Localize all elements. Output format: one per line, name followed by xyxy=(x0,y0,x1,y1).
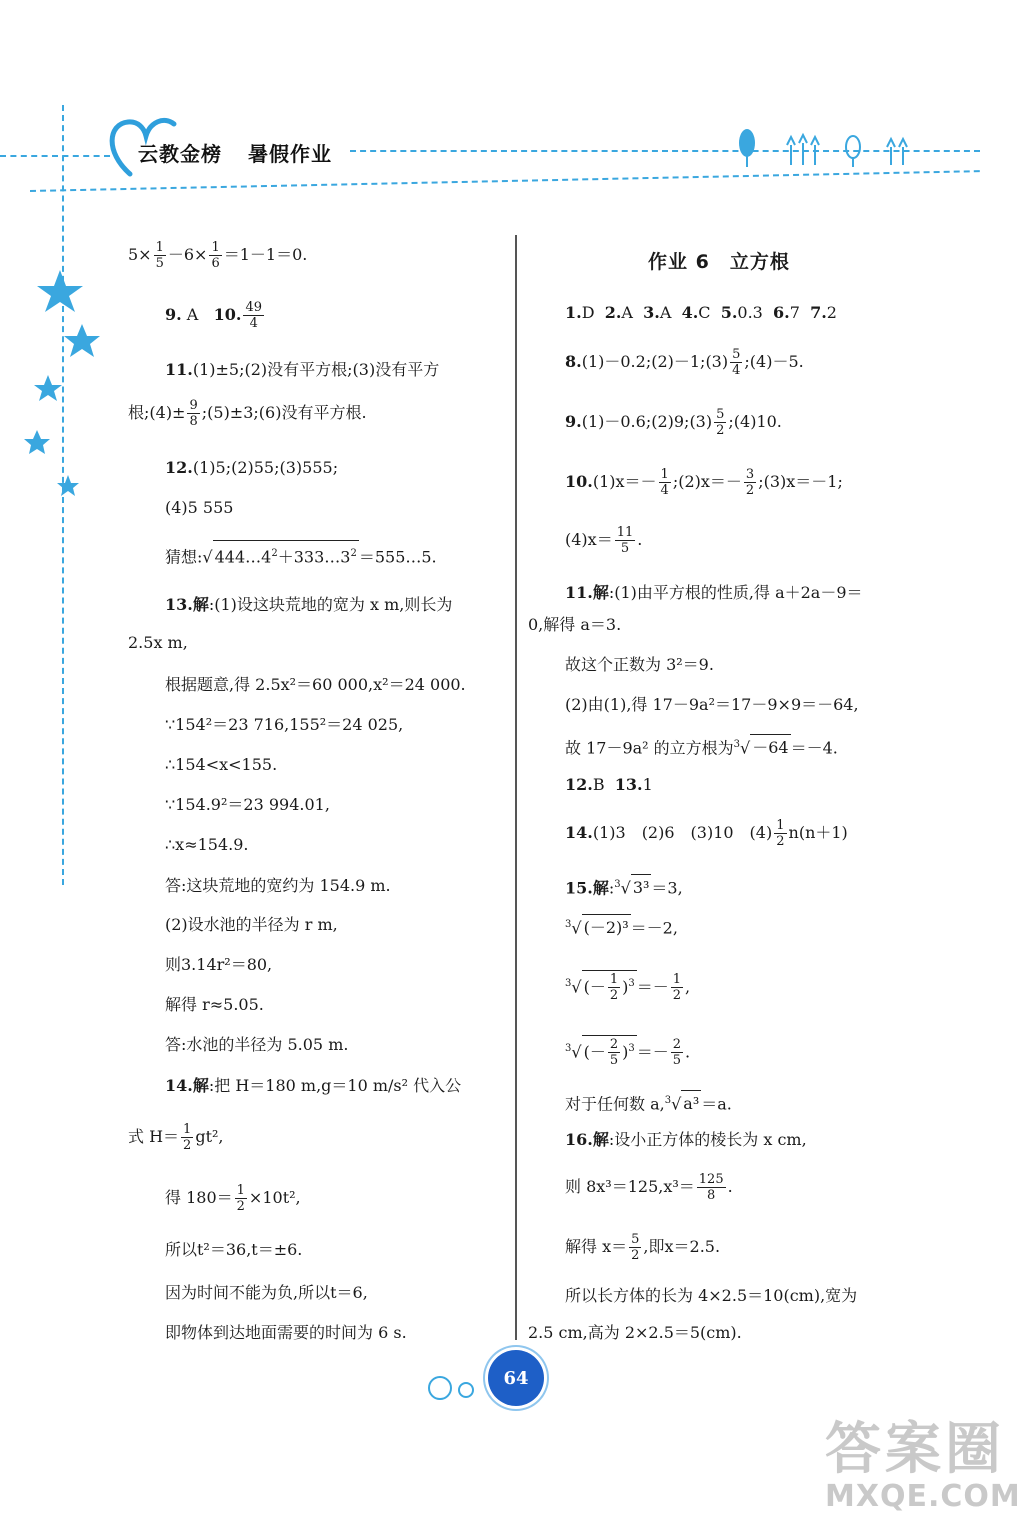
header-dashed-line-top xyxy=(0,155,110,157)
right-line-21: 所以长方体的长为 4×2.5＝10(cm),宽为 xyxy=(565,1286,858,1305)
left-line-18: 解得 r≈5.05. xyxy=(165,995,264,1014)
header-brand xyxy=(138,138,350,167)
fraction: $\frac{1}{2}$ xyxy=(776,818,785,849)
fraction: $\frac{1}{2}$ xyxy=(236,1183,245,1214)
right-line-8: 故这个正数为 3²＝9. xyxy=(565,655,714,674)
text: ＝ xyxy=(358,547,375,567)
right-line-16: $^3$√ (－ $\frac{2}{5}$ )$^3$ ＝－ $\frac{2}{5}$ . xyxy=(565,1035,690,1068)
left-line-22 xyxy=(165,1183,301,1214)
left-line-16: (2)设水池的半径为 r m, xyxy=(165,915,338,934)
q-num: 12. xyxy=(165,458,193,477)
fraction: $\frac{125}{8}$ xyxy=(698,1172,724,1203)
q-num: 10. xyxy=(213,305,242,324)
right-line-10: 故 17－9a² 的立方根为$^3$√ －64 ＝－4. xyxy=(565,732,838,761)
text: (1)±5;(2)没有平方根;(3)没有平方 xyxy=(192,360,440,379)
left-line-4 xyxy=(128,398,367,429)
section-title: 作业 6 立方根 xyxy=(648,251,790,273)
left-line-21 xyxy=(128,1122,224,1153)
watermark-url: MXQE.COM xyxy=(825,1479,1021,1514)
left-line-3 xyxy=(165,357,439,383)
fraction: $\frac{5}{4}$ xyxy=(732,347,741,378)
right-line-1: 1.D 2.A 3.A 4.C 5.0.3 6.7 7.2 xyxy=(565,303,837,322)
q-num: 11. xyxy=(165,360,193,379)
left-line-11: ∵154²＝23 716,155²＝24 025, xyxy=(165,715,404,734)
watermark-text: 答案圈 xyxy=(825,1417,1005,1482)
fraction: $\frac{3}{2}$ xyxy=(745,467,755,498)
text: 式 H＝ xyxy=(128,1127,180,1146)
fraction: $\frac{1}{4}$ xyxy=(660,467,669,498)
watermark xyxy=(825,1405,1021,1514)
fraction: $\frac{11}{5}$ xyxy=(616,525,634,556)
right-line-6: 11.解:(1)由平方根的性质,得 a＋2a－9＝ xyxy=(565,583,863,602)
left-line-25: 即物体到达地面需要的时间为 6 s. xyxy=(165,1323,407,1342)
radicand: $444\dots 4^2+333\dots 3^2$ xyxy=(213,540,359,570)
text: ＝1－1＝0. xyxy=(223,245,308,264)
text: :(1)设这块荒地的宽为 x m,则长为 xyxy=(208,595,453,614)
left-line-2 xyxy=(165,300,266,331)
left-line-12: ∴154<x<155. xyxy=(165,755,278,774)
left-line-24: 因为时间不能为负,所以t＝6, xyxy=(165,1283,368,1302)
left-line-8 xyxy=(165,592,452,618)
fraction: $\frac{5}{2}$ xyxy=(631,1232,640,1263)
right-line-22: 2.5 cm,高为 2×2.5＝5(cm). xyxy=(528,1323,742,1342)
q-num: 14. xyxy=(165,1076,193,1095)
text: －6× xyxy=(167,245,208,264)
right-line-2: 8.(1)－0.2;(2)－1;(3) $\frac{5}{4}$ ;(4)－5. xyxy=(565,347,804,378)
text: gt², xyxy=(195,1127,224,1146)
answer: A xyxy=(186,305,199,324)
ring-decoration-icon xyxy=(458,1382,474,1398)
left-line-7: 猜想:√ $444\dots 4^2+333\dots 3^2$ ＝555…5. xyxy=(165,540,437,570)
right-line-13: 15.解:$^3$√ 3³ ＝3, xyxy=(565,872,683,901)
left-line-14: ∴x≈154.9. xyxy=(165,835,249,854)
text: 555…5 xyxy=(374,547,432,567)
ring-decoration-icon xyxy=(428,1376,452,1400)
solve-label: 解 xyxy=(192,595,209,614)
text: (1)5;(2)55;(3)555; xyxy=(192,458,339,477)
right-line-14: $^3$√ (－2)³ ＝－2, xyxy=(565,912,678,941)
text: ×10t², xyxy=(248,1188,301,1207)
left-line-13: ∵154.9²＝23 994.01, xyxy=(165,795,330,814)
right-line-18: 16.解:设小正方体的棱长为 x cm, xyxy=(565,1130,807,1149)
right-line-11: 12.B 13.1 xyxy=(565,775,653,794)
left-line-10: 根据题意,得 2.5x²＝60 000,x²＝24 000. xyxy=(165,675,466,694)
right-line-3: 9.(1)－0.6;(2)9;(3) $\frac{5}{2}$ ;(4)10. xyxy=(565,407,782,438)
fraction: $\frac{5}{2}$ xyxy=(716,407,725,438)
left-line-19: 答:水池的半径为 5.05 m. xyxy=(165,1035,349,1054)
fraction: $\frac{1}{2}$ xyxy=(183,1122,192,1153)
text: 猜想: xyxy=(165,547,203,567)
left-line-9: 2.5x m, xyxy=(128,633,188,652)
text: 根;(4)± xyxy=(128,403,186,422)
left-line-1 xyxy=(128,240,307,271)
right-line-12: 14.(1)3 (2)6 (3)10 (4) $\frac{1}{2}$ n(n＋1) xyxy=(565,818,848,849)
right-line-4: 10.(1)x＝－ $\frac{1}{4}$ ;(2)x＝－ $\frac{3}{2}$ ;(3)x＝－1; xyxy=(565,467,843,498)
right-line-9: (2)由(1),得 17－9a²＝17－9×9＝－64, xyxy=(565,695,859,714)
fraction: $\frac{1}{5}$ xyxy=(155,240,164,271)
right-line-17: 对于任何数 a,$^3$√ a³ ＝a. xyxy=(565,1088,732,1117)
left-line-5 xyxy=(165,455,338,481)
left-line-23: 所以t²＝36,t＝±6. xyxy=(165,1240,303,1259)
left-line-15: 答:这块荒地的宽约为 154.9 m. xyxy=(165,876,391,895)
left-line-6: (4)5 555 xyxy=(165,498,234,517)
fraction: $\frac{9}{8}$ xyxy=(189,398,198,429)
page-number: 64 xyxy=(488,1350,544,1406)
text: :把 H＝180 m,g＝10 m/s² 代入公 xyxy=(208,1076,462,1095)
solve-label: 解 xyxy=(192,1076,209,1095)
brand-name: 云教金榜 xyxy=(138,142,222,166)
q-num: 9. xyxy=(165,305,182,324)
right-line-19: 则 8x³＝125,x³＝ $\frac{125}{8}$ . xyxy=(565,1172,733,1203)
fraction: $\frac{49}{4}$ xyxy=(245,300,263,331)
right-line-5: (4)x＝ $\frac{11}{5}$ . xyxy=(565,525,643,556)
fraction: $\frac{1}{6}$ xyxy=(211,240,220,271)
left-line-17: 则3.14r²＝80, xyxy=(165,955,273,974)
left-line-20 xyxy=(165,1073,461,1099)
text: 5× xyxy=(128,245,152,264)
stars-decoration-icon xyxy=(20,270,100,500)
right-line-7: 0,解得 a＝3. xyxy=(528,615,622,634)
right-line-20: 解得 x＝ $\frac{5}{2}$ ,即x＝2.5. xyxy=(565,1232,721,1263)
text: 得 180＝ xyxy=(165,1188,233,1207)
text: ;(5)±3;(6)没有平方根. xyxy=(201,403,367,422)
q-num: 13. xyxy=(165,595,193,614)
section-name: 暑假作业 xyxy=(247,142,332,166)
column-divider xyxy=(515,235,517,1340)
trees-decoration-icon xyxy=(735,125,935,170)
right-line-15: $^3$√ (－ $\frac{1}{2}$ )$^3$ ＝－ $\frac{1}{2}$ , xyxy=(565,970,690,1003)
